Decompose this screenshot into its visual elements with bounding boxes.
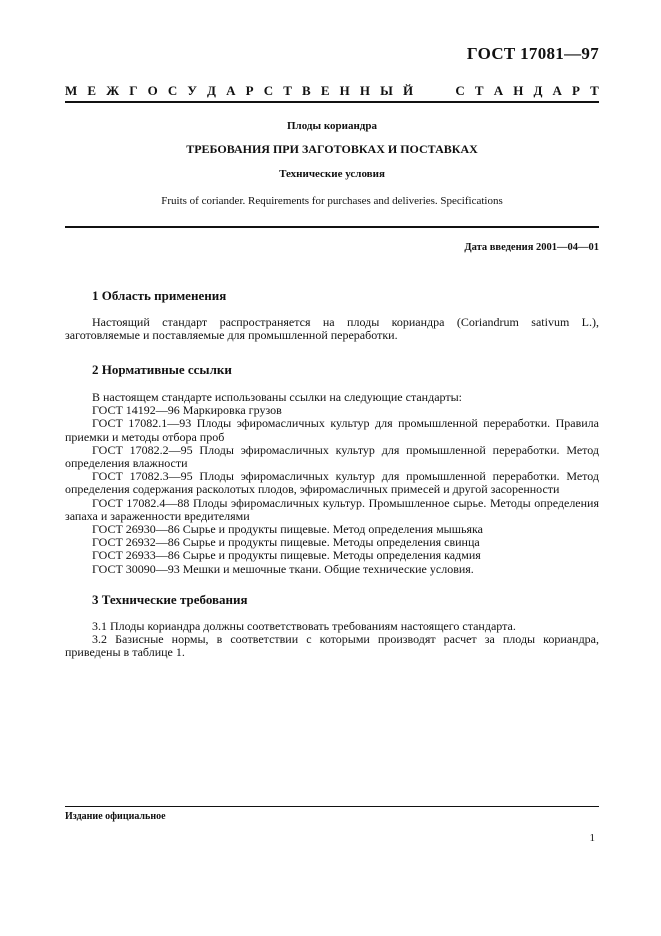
reference-item: ГОСТ 26932—86 Сырье и продукты пищевые. Методы определения свинца	[92, 535, 480, 550]
section-2-intro: В настоящем стандарте использованы ссылки на следующие стандарты:	[92, 390, 463, 404]
header-rule	[65, 101, 599, 103]
gost-code: ГОСТ 17081—97	[466, 44, 599, 63]
banner-letter: Ы	[380, 83, 393, 98]
section-2-heading: 2 Нормативные ссылки	[92, 362, 232, 377]
reference-item: ГОСТ 26930—86 Сырье и продукты пищевые. Метод определения мышьяка	[92, 522, 483, 537]
reference-item: ГОСТ 17082.1—93 Плоды эфиромасличных культур для промышленной переработки. Правила приемки и методы отбора проб	[65, 416, 599, 444]
banner-letter: Й	[403, 83, 414, 98]
reference-item: ГОСТ 17082.3—95 Плоды эфиромасличных культур для промышленной переработки. Метод определения содержания расколотых плодов, эфиромасличных примесей и другой засоренности	[65, 469, 599, 497]
introduction-date: Дата введения 2001—04—01	[464, 242, 599, 253]
banner-letter: Е	[320, 83, 330, 98]
reference-list	[65, 404, 599, 576]
reference-item: ГОСТ 30090—93 Мешки и мешочные ткани. Общие технические условия.	[92, 561, 474, 576]
subtitle: Технические условия	[279, 168, 385, 180]
banner-word-gap	[423, 83, 445, 99]
section-3-body	[65, 620, 599, 660]
banner-letter: Н	[359, 83, 370, 98]
section-1-paragraph: Настоящий стандарт распространяется на плоды кориандра (Coriandrum sativum L.), заготовляемые и поставляемые для промышленной переработки.	[65, 315, 599, 343]
banner-letter: Н	[513, 83, 524, 98]
banner-letter: Р	[572, 83, 580, 98]
footer-rule	[65, 806, 599, 807]
banner-letter: В	[302, 83, 311, 98]
banner-letter: А	[493, 83, 504, 98]
banner-letter: Е	[87, 83, 97, 98]
banner-letter: А	[552, 83, 562, 98]
official-edition-label: Издание официальное	[65, 811, 166, 822]
banner-letter: Т	[283, 83, 292, 98]
banner-letter: С	[455, 83, 465, 98]
reference-item: ГОСТ 17082.4—88 Плоды эфиромасличных культур. Промышленное сырье. Методы определения запаха и зараженности вредителями	[65, 495, 599, 523]
section-1-body	[65, 316, 599, 342]
banner-letter: М	[65, 83, 78, 98]
reference-item: ГОСТ 26933—86 Сырье и продукты пищевые. Методы определения кадмия	[92, 548, 481, 563]
banner-letter: С	[167, 83, 178, 98]
banner-letter: Н	[339, 83, 350, 98]
english-title: Fruits of coriander. Requirements for purchases and deliveries. Specifications	[161, 195, 503, 207]
banner-letter: Р	[245, 83, 254, 98]
banner-letter: С	[263, 83, 274, 98]
reference-item: ГОСТ 17082.2—95 Плоды эфиромасличных культур для промышленной переработки. Метод определения влажности	[65, 442, 599, 471]
banner-letter: Д	[533, 83, 543, 98]
banner-letter: У	[187, 83, 197, 98]
product-title: Плоды кориандра	[287, 120, 377, 132]
reference-item: ГОСТ 14192—96 Маркировка грузов	[92, 403, 282, 418]
page-number: 1	[589, 832, 595, 844]
interstate-standard-banner	[65, 83, 599, 99]
banner-letter: Д	[207, 83, 216, 98]
section-2-body	[65, 391, 599, 576]
banner-letter: Т	[474, 83, 484, 98]
banner-letter: О	[147, 83, 158, 98]
banner-letter: Ж	[106, 83, 120, 98]
banner-letter: Г	[129, 83, 138, 98]
section-3-paragraph-2: 3.2 Базисные нормы, в соответствии с которыми производят расчет за плоды кориандра, приведены в таблице 1.	[65, 632, 599, 660]
banner-letter: А	[226, 83, 236, 98]
title-rule	[65, 226, 599, 228]
section-1-heading: 1 Область применения	[92, 288, 227, 303]
section-3-paragraph-1: 3.1 Плоды кориандра должны соответствовать требованиям настоящего стандарта.	[92, 619, 516, 633]
banner-letter: Т	[590, 83, 599, 98]
section-3-heading: 3 Технические требования	[92, 592, 248, 607]
main-title: ТРЕБОВАНИЯ ПРИ ЗАГОТОВКАХ И ПОСТАВКАХ	[186, 142, 478, 156]
